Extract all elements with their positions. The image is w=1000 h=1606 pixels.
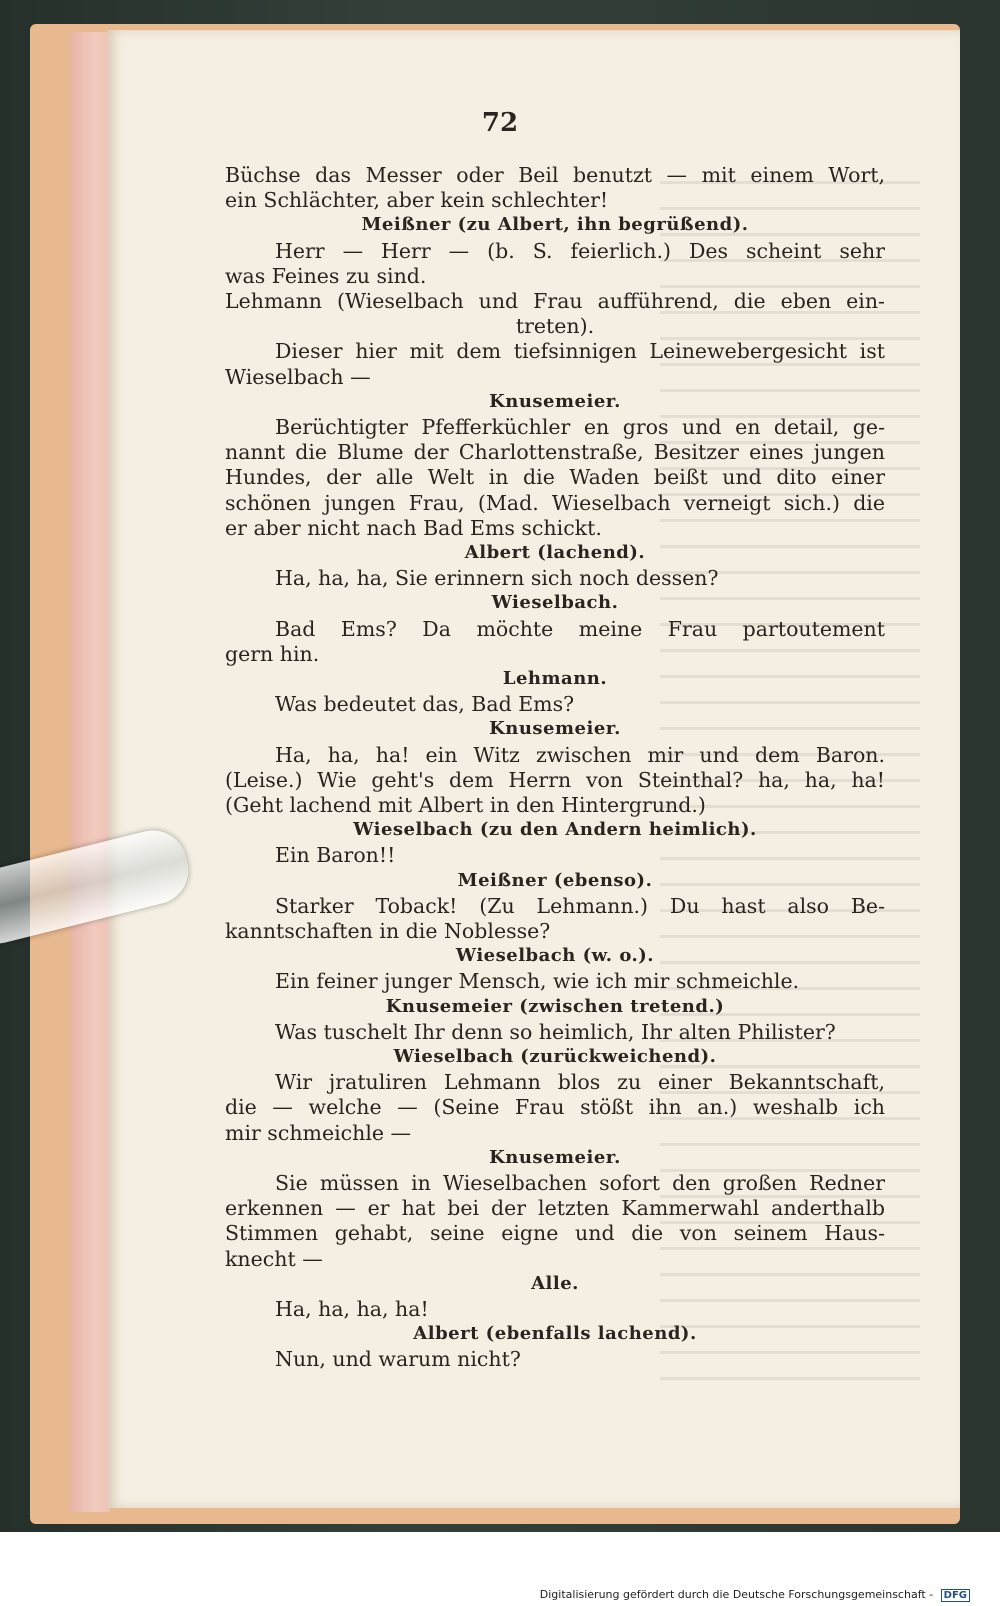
text-line: (Geht lachend mit Albert in den Hintergrund.)	[225, 793, 706, 817]
text-line: Ein feiner junger Mensch, wie ich mir schmeichle.	[275, 969, 800, 994]
text-line: Hundes, der alle Welt in die Waden beißt und dito einer	[225, 465, 885, 490]
text-line: Nun, und warum nicht?	[275, 1347, 521, 1372]
text-line: Ha, ha, ha, Sie erinnern sich noch dessen?	[275, 566, 719, 591]
text-line: Ha, ha, ha, ha!	[275, 1297, 429, 1321]
text-line: was Feines zu sind.	[225, 263, 427, 288]
text-line: Wir jratuliren Lehmann blos zu einer Bekanntschaft,	[275, 1070, 885, 1095]
text-line: Wieselbach —	[225, 364, 371, 389]
page-stack-edge	[70, 32, 110, 1512]
text-line: kanntschaften in die Noblesse?	[225, 919, 551, 943]
text-line: knecht —	[225, 1246, 323, 1271]
text-line: mir schmeichle —	[225, 1120, 412, 1145]
text-line: Büchse das Messer oder Beil benutzt — mit einem Wort,	[225, 163, 885, 187]
text-line: die — welche — (Seine Frau stößt ihn an.) weshalb ich	[225, 1095, 885, 1120]
text-line: ein Schlächter, aber kein schlechter!	[225, 188, 609, 213]
speaker-line: Knusemeier.	[489, 718, 621, 740]
speaker-line: Knusemeier.	[489, 390, 621, 412]
text-line: erkennen — er hat bei der letzten Kammerwahl anderthalb	[225, 1196, 885, 1221]
speaker-line: Lehmann.	[502, 668, 608, 689]
text-line: Ha, ha, ha! ein Witz zwischen mir und dem Baron.	[275, 742, 885, 767]
speaker-line: Wieselbach (zurückweichend).	[393, 1046, 717, 1067]
text-line: er aber nicht nach Bad Ems schickt.	[225, 515, 602, 540]
page-number: 72	[481, 108, 519, 138]
text-line: Lehmann (Wieselbach und Frau aufführend, die eben ein-	[225, 289, 885, 313]
speaker-line: Meißner (zu Albert, ihn begrüßend).	[361, 214, 749, 236]
speaker-line: Knusemeier.	[489, 1146, 621, 1168]
text-line: Berüchtigter Pfefferküchler en gros und en detail, ge-	[275, 415, 885, 439]
text-line: gern hin.	[225, 641, 320, 666]
text-line: Was tuschelt Ihr denn so heimlich, Ihr alten Philister?	[275, 1019, 836, 1044]
speaker-line: Meißner (ebenso).	[457, 869, 653, 891]
text-line: Ein Baron!!	[275, 843, 396, 868]
text-line: Bad Ems? Da möchte meine Frau partoutement	[275, 616, 885, 641]
text-line: Was bedeutet das, Bad Ems?	[275, 692, 575, 717]
speaker-line: Wieselbach (zu den Andern heimlich).	[353, 819, 757, 841]
dfg-logo: DFG	[941, 1589, 970, 1602]
funding-notice-text: Digitalisierung gefördert durch die Deutsche Forschungsgemeinschaft -	[539, 1588, 934, 1601]
text-line: (Leise.) Wie geht's dem Herrn von Steinthal? ha, ha, ha!	[225, 767, 885, 792]
text-line: Starker Toback! (Zu Lehmann.) Du hast also Be-	[275, 893, 885, 918]
text-line: Dieser hier mit dem tiefsinnigen Leinewebergesicht ist	[275, 339, 885, 364]
funding-notice	[540, 1588, 970, 1602]
speaker-line: Wieselbach.	[491, 592, 619, 614]
text-line: nannt die Blume der Charlottenstraße, Besitzer eines jungen	[225, 440, 885, 465]
text-line: Stimmen gehabt, seine eigne und die von seinem Haus-	[225, 1221, 885, 1246]
text-line: treten).	[515, 314, 595, 339]
speaker-line: Wieselbach (w. o.).	[455, 945, 655, 967]
speaker-line: Albert (ebenfalls lachend).	[413, 1323, 697, 1345]
text-line: schönen jungen Frau, (Mad. Wieselbach verneigt sich.) die	[225, 490, 885, 515]
text-line: Sie müssen in Wieselbachen sofort den großen Redner	[275, 1171, 885, 1195]
speaker-line: Knusemeier (zwischen tretend.)	[385, 995, 725, 1017]
speaker-line: Albert (lachend).	[464, 542, 646, 563]
text-line: Herr — Herr — (b. S. feierlich.) Des scheint sehr	[275, 238, 885, 263]
speaker-line: Alle.	[531, 1272, 579, 1294]
